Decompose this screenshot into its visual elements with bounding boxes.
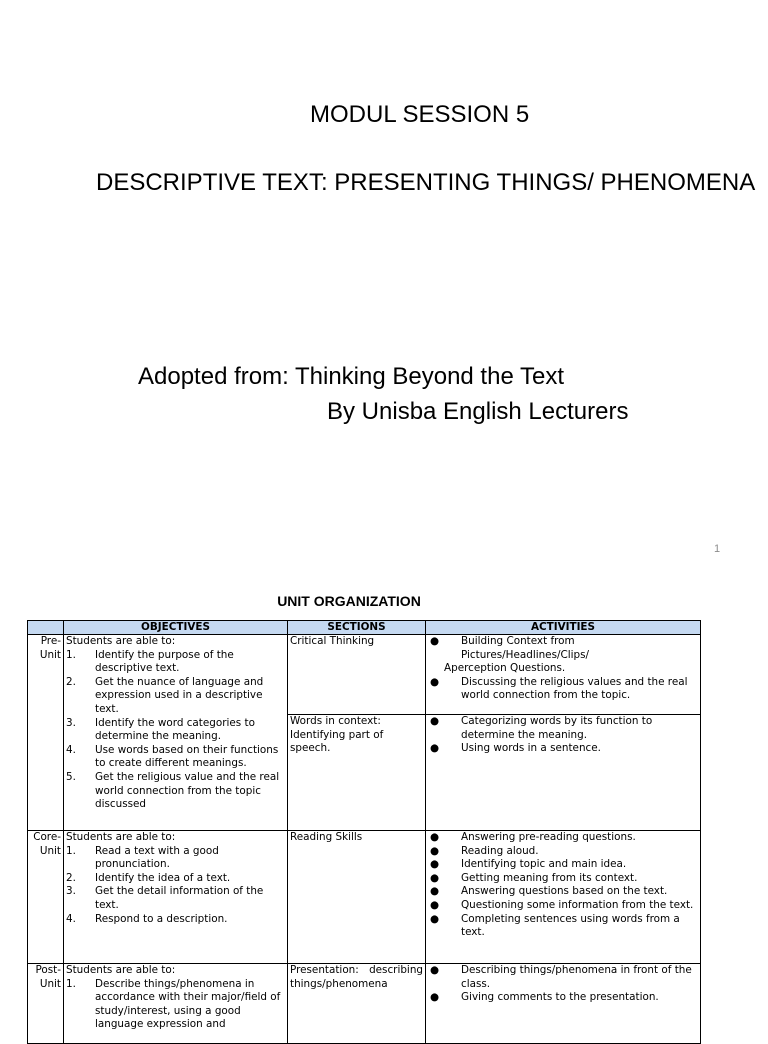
activities-cell <box>426 831 701 964</box>
header-unit <box>28 621 64 635</box>
section-presentation: Presentation: describing <box>290 964 423 976</box>
activities-cell <box>426 964 701 1044</box>
section-presentation-line2: things/phenomena <box>290 977 388 990</box>
list-item: ● Discussing the religious values and the real world connection from the topic. <box>430 675 688 702</box>
list-item: 1. Read a text with a good pronunciation. <box>66 844 219 871</box>
list-item: ● Answering pre-reading questions. <box>430 831 636 843</box>
list-item: 4. Use words based on their functions to create different meanings. <box>66 743 279 770</box>
objectives-cell <box>64 831 288 964</box>
table-row <box>28 831 701 964</box>
table-row <box>28 635 701 831</box>
objectives-cell <box>64 635 288 831</box>
sections-cell <box>288 964 426 1044</box>
sections-cell <box>288 635 426 831</box>
section-words-in-context: Words in context: Identifying part of speech. <box>290 715 384 755</box>
list-item: ● Categorizing words by its function to determine the meaning. <box>430 715 653 741</box>
list-item: ● Reading aloud. <box>430 844 539 857</box>
unit-label-text: Pre- Unit <box>39 635 61 661</box>
sections-cell <box>288 831 426 964</box>
list-item: 3. Identify the word categories to determine the meaning. <box>66 716 255 743</box>
list-item: ● Completing sentences using words from a text. <box>430 912 680 939</box>
list-item: ● Questioning some information from the text. <box>430 898 694 911</box>
objectives-intro: Students are able to: <box>66 831 176 843</box>
unit-label <box>28 831 64 964</box>
list-item: ● Building Context from Pictures/Headlines/Clips/ <box>430 635 590 661</box>
slide-subtitle: DESCRIPTIVE TEXT: PRESENTING THINGS/ PHENOMENA <box>96 169 756 196</box>
list-item: 3. Get the detail information of the text. <box>66 885 264 911</box>
slide-title: MODUL SESSION 5 <box>310 101 530 128</box>
table-row <box>28 964 701 1044</box>
header-objectives: OBJECTIVES <box>64 621 288 635</box>
header-sections: SECTIONS <box>288 621 426 635</box>
list-item: 4. Respond to a description. <box>66 912 228 925</box>
section-critical-thinking: Critical Thinking <box>288 635 425 715</box>
unit-label <box>28 964 64 1044</box>
unit-label <box>28 635 64 831</box>
objectives-intro: Students are able to: <box>66 964 176 976</box>
objectives-cell <box>64 964 288 1044</box>
activities-cell <box>426 635 701 831</box>
list-item: ● Using words in a sentence. <box>430 742 601 755</box>
page-number: 1 <box>714 543 721 555</box>
header-activities: ACTIVITIES <box>426 621 701 635</box>
unit-label-text: Core- Unit <box>33 831 61 857</box>
list-item: 2. Identify the idea of a text. <box>66 871 231 884</box>
objectives-intro: Students are able to: <box>66 635 176 647</box>
list-item: 2. Get the nuance of language and expression used in a descriptive text. <box>66 675 264 715</box>
list-item: ● Giving comments to the presentation. <box>430 991 659 1004</box>
unit-organization-table <box>27 620 701 1044</box>
list-item: 1. Identify the purpose of the descriptive text. <box>66 648 234 675</box>
list-item: ● Getting meaning from its context. <box>430 871 638 884</box>
table-header-row <box>28 621 701 635</box>
adopted-from-line: Adopted from: Thinking Beyond the Text <box>138 363 565 390</box>
list-item: 5. Get the religious value and the real world connection from the topic discussed <box>66 770 280 811</box>
unit-organization-title: UNIT ORGANIZATION <box>277 593 421 609</box>
list-item: 1. Describe things/phenomena in accordance with their major/field of study/interest, using a good language expression and <box>66 977 281 1031</box>
list-item: ● Describing things/phenomena in front of the class. <box>430 964 692 990</box>
section-reading-skills: Reading Skills <box>290 831 363 843</box>
unit-label-text: Post- Unit <box>35 964 61 990</box>
list-item: ● Identifying topic and main idea. <box>430 858 627 871</box>
list-item-continuation: Aperception Questions. <box>444 662 566 675</box>
list-item: ● Answering questions based on the text. <box>430 885 668 898</box>
authors-line: By Unisba English Lecturers <box>327 398 629 425</box>
